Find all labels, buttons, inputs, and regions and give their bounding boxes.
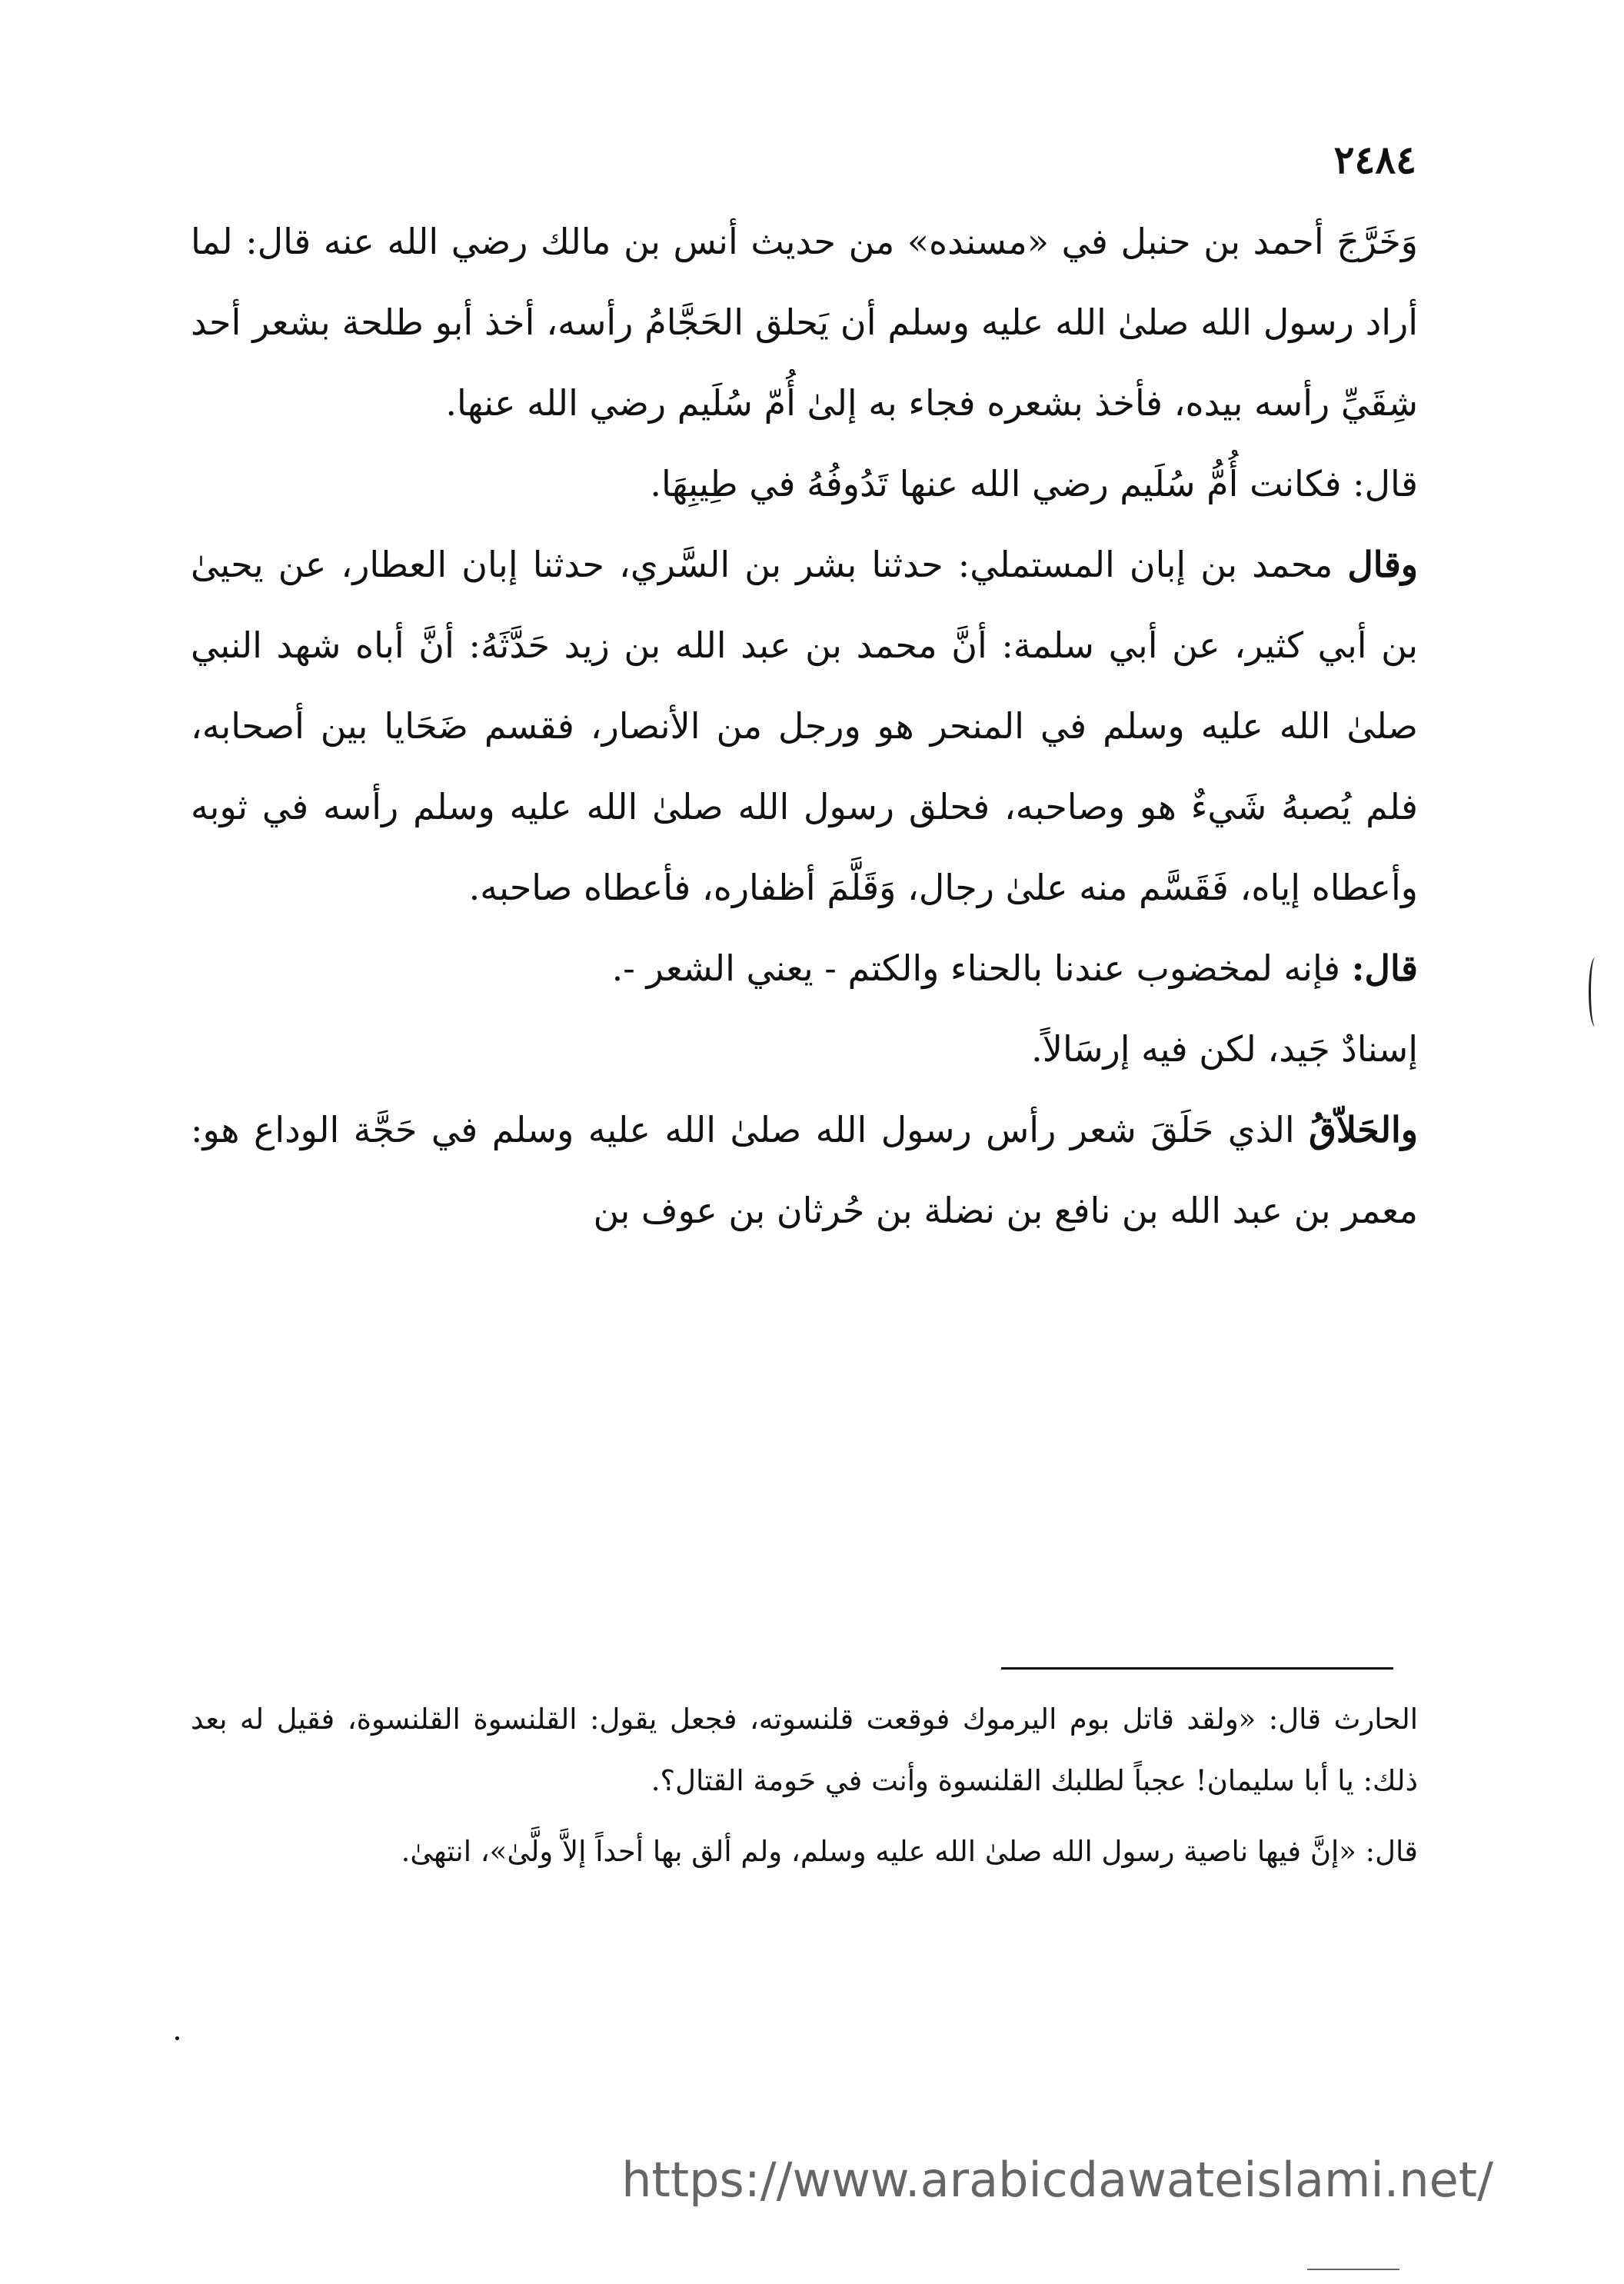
- watermark-url: https://www.arabicdawateislami.net/: [621, 2152, 1493, 2208]
- paragraph-3-text: محمد بن إبان المستملي: حدثنا بشر بن السَّري، حدثنا إبان العطار، عن يحيىٰ بن أبي كثير، عن أبي سلمة: أنَّ محمد بن عبد الله بن زيد حَدَّثَهُ: أنَّ أباه شهد النبي صلىٰ الله عليه وسلم في المنحر هو ورجل من الأنصار، فقسم ضَحَايا بين أصحابه، فلم يُصبهُ شَيءٌ هو وصاحبه، فحلق رسول الله صلىٰ الله عليه وسلم رأسه في ثوبه وأعطاه إياه، فَقَسَّم منه علىٰ رجال، وَقَلَّمَ أظفاره، فأعطاه صاحبه.: [191, 544, 1418, 908]
- paragraph-6-text: الذي حَلَقَ شعر رأس رسول الله صلىٰ الله عليه وسلم في حَجَّة الوداع هو: معمر بن عبد الله بن نافع بن نضلة بن حُرثان بن عوف بن: [191, 1109, 1418, 1231]
- paragraph-1: [191, 201, 1418, 444]
- paragraph-5: [191, 1009, 1418, 1090]
- paragraph-6: [191, 1090, 1418, 1251]
- paragraph-6-lead: والحَلاّقُ: [1309, 1109, 1419, 1150]
- paragraph-3: [191, 524, 1418, 928]
- paragraph-3-lead: وقال: [1347, 544, 1419, 585]
- paragraph-4: [191, 928, 1418, 1009]
- paragraph-2-text: قال: فكانت أُمُّ سُلَيم رضي الله عنها تَدُوفُهُ في طِيبِهَا.: [650, 463, 1418, 504]
- margin-mark: [1589, 957, 1602, 1027]
- stray-dot: [175, 2036, 179, 2040]
- paragraph-4-lead: قال:: [1351, 947, 1418, 989]
- footnote-1: الحارث قال: «ولقد قاتل بوم اليرموك فوقعت قلنسوته، فجعل يقول: القلنسوة القلنسوة، فقيل له بعد ذلك: يا أبا سليمان! عجباً لطلبك القلنسوة وأنت في حَومة القتال؟.: [191, 1703, 1418, 1797]
- main-text: [191, 201, 1418, 1251]
- bottom-line: [1307, 2269, 1399, 2270]
- paragraph-4-text: فإنه لمخضوب عندنا بالحناء والكتم - يعني الشعر -.: [611, 947, 1340, 989]
- page-number: ٢٤٨٤: [1333, 137, 1416, 182]
- footnote-2: قال: «إنَّ فيها ناصية رسول الله صلىٰ الله عليه وسلم، ولم ألق بها أحداً إلاَّ ولَّىٰ»، انتهىٰ.: [401, 1835, 1418, 1868]
- paragraph-2: [191, 444, 1418, 524]
- paragraph-1-text: وَخَرَّجَ أحمد بن حنبل في «مسنده» من حديث أنس بن مالك رضي الله عنه قال: لما أراد رسول الله صلىٰ الله عليه وسلم أن يَحلق الحَجَّامُ رأسه، أخذ أبو طلحة بشعر أحد شِقَيِّ رأسه بيده، فأخذ بشعره فجاء به إلىٰ أُمّ سُلَيم رضي الله عنها.: [191, 221, 1418, 424]
- paragraph-5-text: إسنادٌ جَيد، لكن فيه إرسَالاً.: [1031, 1028, 1418, 1070]
- footnotes: [191, 1689, 1418, 1883]
- footnote-separator: [1001, 1667, 1393, 1670]
